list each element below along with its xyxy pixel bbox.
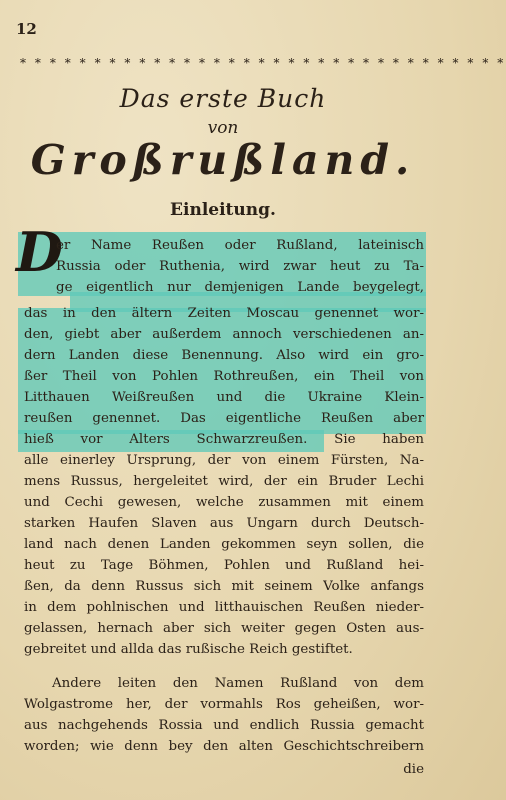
text-line: alle einerley Ursprung, der von einem Fürsten, Na- — [24, 453, 424, 468]
text-line: gebreitet und allda das rußische Reich gestiftet. — [24, 642, 353, 657]
text-line: gelassen, hernach aber sich weiter gegen Osten aus- — [24, 621, 424, 636]
book-subject: Großrußland. — [30, 136, 416, 184]
drop-cap: D — [16, 220, 63, 284]
text-line: land nach denen Landen gekommen seyn sollen, die — [24, 537, 424, 552]
text-line: Russia oder Ruthenia, wird zwar heut zu Ta- — [56, 259, 424, 274]
text-line: das in den ältern Zeiten Moscau genennet wor- — [24, 306, 424, 321]
section-heading: Einleitung. — [170, 200, 276, 220]
text-line: Wolgastrome her, der vormahls Ros geheißen, wor- — [24, 697, 424, 712]
text-line: dern Landen diese Benennung. Also wird ein gro- — [24, 348, 424, 363]
text-line: aus nachgehends Rossia und endlich Russia gemacht — [24, 718, 424, 733]
text-line: starken Haufen Slaven aus Ungarn durch Deutsch- — [24, 516, 424, 531]
text-line: er Name Reußen oder Rußland, lateinisch — [56, 238, 424, 253]
text-line: reußen genennet. Das eigentliche Reußen aber — [24, 411, 424, 426]
text-line: ßen, da denn Russus sich mit seinem Volke anfangs — [24, 579, 424, 594]
text-line: Litthauen Weißreußen und die Ukraine Klein- — [24, 390, 424, 405]
text-line: ge eigentlich nur demjenigen Lande beygelegt, — [56, 280, 424, 295]
text-line: den, giebt aber außerdem annoch verschiedenen an- — [24, 327, 424, 342]
text-line: heut zu Tage Böhmen, Pohlen und Rußland hei- — [24, 558, 424, 573]
ornamental-divider: * * * * * * * * * * * * * * * * * * * * * * * * * * * * * * * * * — [20, 56, 506, 70]
text-line: und Cechi gewesen, welche zusammen mit einem — [24, 495, 424, 510]
text-line: in dem pohlnischen und litthauischen Reußen nieder- — [24, 600, 424, 615]
page-number: 12 — [16, 20, 37, 38]
book-von: von — [207, 118, 239, 138]
text-line: worden; wie denn bey den alten Geschichtschreibern — [24, 739, 424, 754]
text-line: ßer Theil von Pohlen Rothreußen, ein Theil von — [24, 369, 424, 384]
text-line: mens Russus, hergeleitet wird, der ein Bruder Lechi — [24, 474, 424, 489]
book-title: Das erste Buch — [119, 84, 327, 113]
text-line: Andere leiten den Namen Rußland von dem — [52, 676, 424, 691]
text-line: hieß vor Alters Schwarzreußen. Sie haben — [24, 432, 424, 447]
catchword: die — [403, 762, 424, 777]
